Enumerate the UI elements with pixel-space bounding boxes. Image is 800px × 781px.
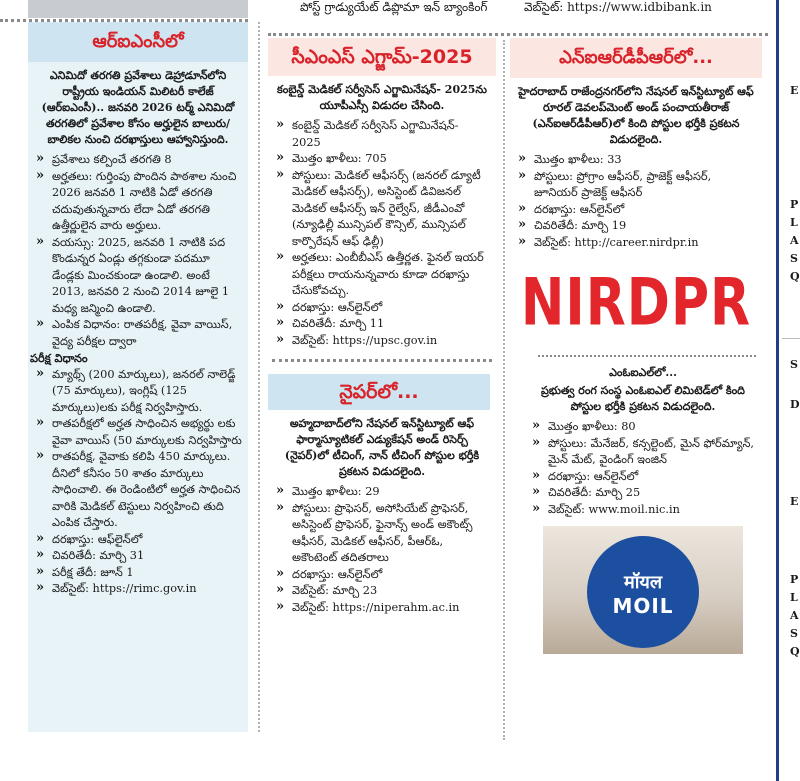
list-item: » దరఖాస్తు: ఆన్‌లైన్‌లో — [276, 567, 490, 584]
column-divider — [258, 22, 260, 732]
list-item: » అర్హతలు: ఎంబీబీఎస్ ఉత్తీర్ణత. ఫైనల్ ఇయర్ పరీక్షలు రాయనున్నవారు కూడా దరఖాస్తు చేసుకోవచ్చు. — [276, 250, 490, 300]
nirdpr-heading: ఎన్‌ఐఆర్‌డీపీఆర్‌లో... — [510, 38, 762, 78]
cms-niper-column — [268, 38, 496, 738]
rimc-list — [28, 152, 248, 350]
top-right-fragment: వెబ్‌సైట్: https://www.idbibank.in — [524, 0, 712, 14]
list-item: » ప్రవేశాలు కల్పించే తరగతి 8 — [36, 152, 242, 169]
list-item: » మొత్తం ఖాళీలు: 705 — [276, 151, 490, 168]
edge-letter: E — [790, 84, 799, 97]
list-item: » దరఖాస్తు: ఆన్‌లైన్‌లో — [276, 300, 490, 317]
edge-letter: A — [790, 234, 799, 247]
list-item: » కంబైన్డ్ మెడికల్ సర్వీసెస్ ఎగ్జామినేషన్- 2025 — [276, 118, 490, 151]
edge-letter: Q — [790, 270, 800, 283]
nirdpr-logo: NIRDPR — [520, 265, 752, 341]
moil-logo-devanagari: मॉयल — [623, 572, 663, 593]
rimc-list-2 — [28, 367, 248, 598]
exam-pattern-subheading: పరీక్ష విధానం — [30, 351, 88, 365]
list-item: » రాతపరీక్షలో అర్హత సాధించిన అభ్యర్థు లకు వైవా వాయిస్ (50 మార్కులకు నిర్వహిస్తారు — [36, 416, 242, 449]
edge-letter: S — [790, 627, 798, 640]
nirdpr-moil-column — [510, 38, 762, 738]
list-item: » అర్హతలు: గుర్తింపు పొందిన పాఠశాల నుంచి 2026 జనవరి 1 నాటికి ఏడో తరగతి చదువుతున్నవారు లేదా ఏడో తరగతి ఉత్తీర్ణులైన వారు అర్హులు. — [36, 169, 242, 235]
top-divider-right — [268, 33, 768, 36]
list-item: » ఎంపిక విధానం: రాతపరీక్ష, వైవా వాయిస్, వైద్య పరీక్షల ద్వారా — [36, 317, 242, 350]
nirdpr-article — [510, 38, 762, 341]
nirdpr-intro: హైదరాబాద్ రాజేంద్రనగర్‌లోని నేషనల్ ఇన్‌స్టిట్యూట్ ఆఫ్ రూరల్ డెవలప్‌మెంట్ అండ్ పంచాయతీరాజ్ (ఎన్‌ఐఆర్‌డీపీఆర్)లో కింది పోస్టుల భర్తీకి ప్రకటన విడుదలైంది. — [518, 85, 754, 146]
list-item: » చివరితేదీ: మార్చి 19 — [518, 218, 756, 235]
top-image-fragment — [28, 0, 248, 18]
edge-letter: L — [790, 591, 798, 604]
list-item: » మ్యాథ్స్ (200 మార్కులు), జనరల్ నాలెడ్జ్ (75 మార్కులు), ఇంగ్లిష్ (125 మార్కులు)లకు పరీక్ష నిర్వహిస్తారు. — [36, 367, 242, 417]
top-middle-fragment: పోస్ట్ గ్రాడ్యుయేట్ డిప్లొమా ఇన్ బ్యాంకింగ్ — [300, 0, 488, 14]
list-item: » చివరితేదీ: మార్చి 25 — [532, 485, 756, 502]
moil-logo — [587, 536, 699, 648]
list-item: » వెబ్‌సైట్: http://career.nirdpr.in — [518, 235, 756, 252]
moil-article — [510, 365, 762, 654]
edge-letter: L — [790, 216, 798, 229]
moil-heading: ఎంఓఐఎల్‌లో... — [609, 366, 677, 379]
list-item: » మొత్తం ఖాళీలు: 29 — [276, 484, 490, 501]
edge-rule — [782, 338, 800, 339]
list-item: » వెబ్‌సైట్: www.moil.nic.in — [532, 502, 756, 519]
rimc-heading: ఆర్‌ఐఎంసీలో — [28, 22, 248, 62]
list-item: » పరీక్ష తేదీ: జూన్ 1 — [36, 565, 242, 582]
list-item: » వెబ్‌సైట్: https://upsc.gov.in — [276, 333, 490, 350]
edge-letter: Q — [790, 645, 800, 658]
section-divider — [538, 355, 756, 357]
rimc-article — [28, 22, 248, 732]
moil-intro: ప్రభుత్వ రంగ సంస్థ ఎంఓఐఎల్ లిమిటెడ్‌లో కింది పోస్టుల భర్తీకి ప్రకటన విడుదలైంది. — [541, 384, 745, 413]
edge-letter: D — [790, 398, 800, 411]
niper-list — [268, 484, 496, 616]
list-item: » చివరితేదీ: మార్చి 11 — [276, 316, 490, 333]
list-item: » వెబ్‌సైట్: మార్చి 23 — [276, 583, 490, 600]
moil-logo-latin: MOIL — [612, 594, 674, 618]
list-item: » చివరితేదీ: మార్చి 31 — [36, 548, 242, 565]
niper-heading: నైపర్‌లో... — [268, 374, 490, 410]
cms-intro: కంబైన్డ్ మెడికల్ సర్వీసెస్ ఎగ్జామినేషన్- 2025ను యూపీఎస్సీ విడుదల చేసింది. — [277, 83, 487, 112]
list-item: » పోస్టులు: ప్రోగ్రాం ఆఫీసర్, ప్రాజెక్ట్ ఆఫీసర్, జూనియర్ ప్రాజెక్ట్ ఆఫీసర్ — [518, 169, 756, 202]
list-item: » దరఖాస్తు: ఆన్‌లైన్‌లో — [518, 202, 756, 219]
list-item: » వెబ్‌సైట్: https://niperahm.ac.in — [276, 600, 490, 617]
edge-letter: P — [790, 198, 799, 211]
cms-list — [268, 118, 496, 349]
edge-letter: E — [790, 495, 799, 508]
section-divider — [272, 359, 492, 362]
edge-letter: A — [790, 609, 799, 622]
list-item: » పోస్టులు: మేనేజర్, కన్సల్టెంట్, మైన్ ఫోర్‌మ్యాన్, మైన్ మేట్, వైండింగ్ ఇంజిన్ — [532, 436, 756, 469]
list-item: » మొత్తం ఖాళీలు: 33 — [518, 152, 756, 169]
list-item: » దరఖాస్తు: ఆన్‌లైన్‌లో — [532, 469, 756, 486]
moil-list — [524, 419, 762, 518]
niper-intro: అహ్మదాబాద్‌లోని నేషనల్ ఇన్‌స్టిట్యూట్ ఆఫ్ ఫార్మాస్యూటికల్ ఎడ్యుకేషన్ అండ్ రిసెర్చ్ (నైపర్)లో టీచింగ్, నాన్ టీచింగ్ పోస్టుల భర్తీకి ప్రకటన విడుదలైంది. — [284, 417, 480, 478]
list-item: » పోస్టులు: ప్రొఫెసర్, అసోసియేట్ ప్రొఫెసర్, అసిస్టెంట్ ప్రొఫెసర్, ఫైనాన్స్ అండ్ అకౌంట్స్ ఆఫీసర్, మెడికల్ ఆఫీసర్, పీఆర్‌ఓ, అకౌంటెంట్ తదితరాలు — [276, 501, 490, 567]
column-divider — [503, 40, 505, 740]
edge-letter: S — [790, 358, 798, 371]
list-item: » దరఖాస్తు: ఆఫ్‌లైన్‌లో — [36, 532, 242, 549]
cms-article — [268, 38, 496, 349]
rimc-intro: ఎనిమిదో తరగతి ప్రవేశాలు డెహ్రాడూన్‌లోని రాష్ట్రీయ ఇండియన్ మిలిటరీ కాలేజ్ (ఆర్‌ఐఎంసీ).. జనవరి 2026 టర్మ్ ఎనిమిదో తరగతిలో ప్రవేశాల కోసం అర్హులైన బాలురు/బాలికల నుంచి దరఖాస్తులు ఆహ్వానిస్తుంది. — [41, 69, 235, 146]
list-item: » వయస్సు: 2025, జనవరి 1 నాటికి పద కొండున్నర ఏండ్లు తగ్గకుండా పదమూ డేండ్లకు మించకుండా ఉండాలి. అంటే 2013, జనవరి 2 నుంచి 2014 జూలై 1 మధ్య జన్మించి ఉండాలి. — [36, 235, 242, 318]
edge-letter: P — [790, 573, 799, 586]
cms-heading: సీఎంఎస్ ఎగ్జామ్-2025 — [268, 38, 496, 76]
list-item: » పోస్టులు: మెడికల్ ఆఫీసర్స్ (జనరల్ డ్యూటీ మెడికల్ ఆఫీసర్స్), అసిస్టెంట్ డివిజనల్ మెడికల్ ఆఫీసర్స్ ఇన్ రైల్వేస్, జీడీఎంవో (న్యూఢిల్లీ మున్సిపల్ కౌన్సిల్, మున్సిపల్ కార్పొరేషన్ ఆఫ్ ఢిల్లీ) — [276, 168, 490, 251]
list-item: » రాతపరీక్ష, వైవాకు కలిపి 450 మార్కులు. దీనిలో కనీసం 50 శాతం మార్కులు సాధించాలి. ఈ రెండింటిలో అర్హత సాధించిన వారికి మెడికల్ టెస్టులు నిర్వహించి తుది ఎంపిక చేస్తారు. — [36, 449, 242, 532]
nirdpr-list — [510, 152, 762, 251]
niper-article — [268, 374, 496, 616]
moil-logo-photo — [543, 526, 743, 654]
edge-letter: S — [790, 252, 798, 265]
list-item: » మొత్తం ఖాళీలు: 80 — [532, 419, 756, 436]
list-item: » వెబ్‌సైట్: https://rimc.gov.in — [36, 581, 242, 598]
right-panel-border — [776, 0, 779, 781]
